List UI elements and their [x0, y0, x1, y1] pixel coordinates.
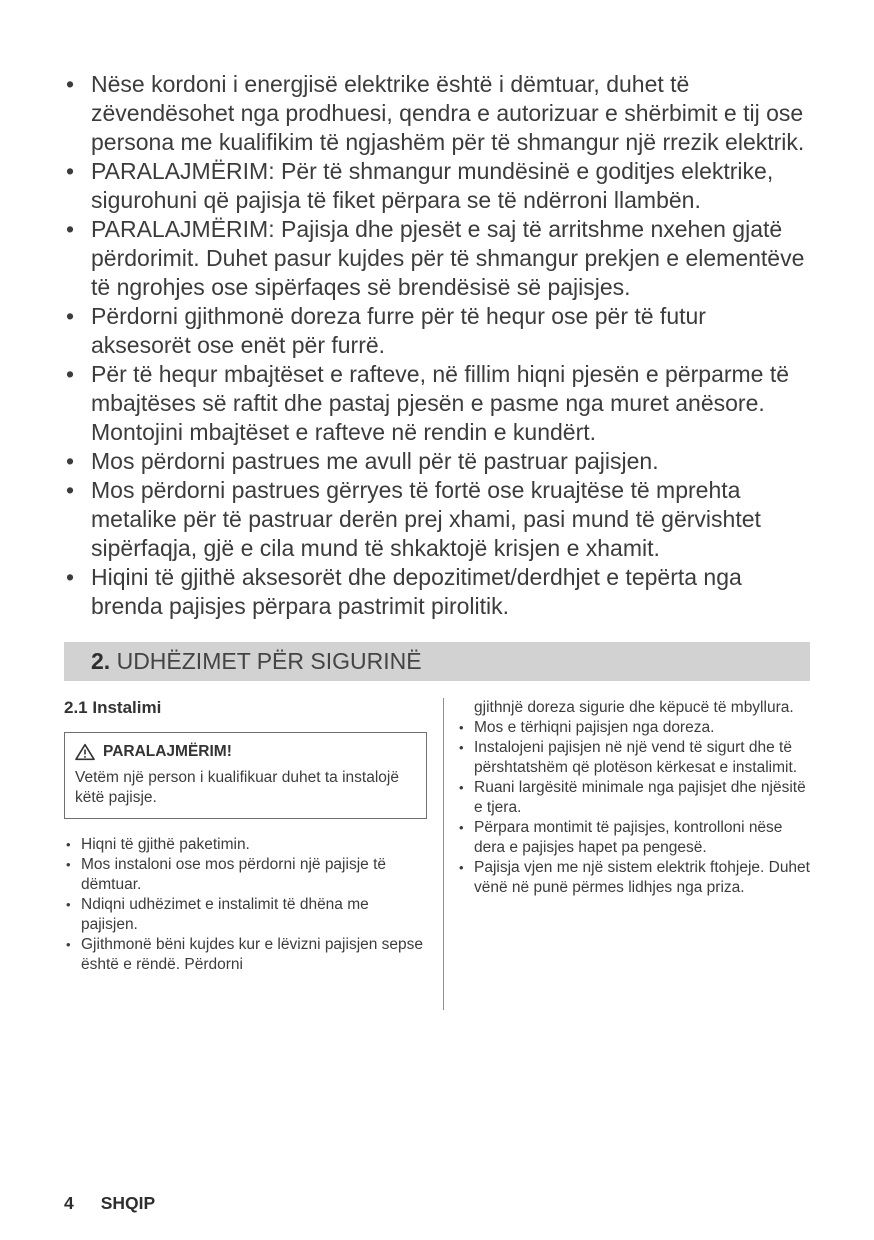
continuation-text: gjithnjë doreza sigurie dhe këpucë të mbyllura.	[474, 699, 794, 716]
two-column-area	[64, 698, 810, 1010]
list-item: • Nëse kordoni i energjisë elektrike është i dëmtuar, duhet të zëvendësohet nga prodhuesi, qendra e autorizuar e shërbimit e tij ose persona me kualifikim të ngjashëm për të shmangur një rrezik elektrik.	[64, 70, 810, 157]
warning-triangle-icon	[75, 743, 95, 761]
warning-box	[64, 732, 427, 819]
list-item: • Përpara montimit të pajisjes, kontrolloni nëse dera e pajisjes hapet pa pengesë.	[457, 818, 810, 858]
installation-bullet-list	[64, 835, 429, 975]
right-column	[443, 698, 810, 1010]
left-column	[64, 698, 443, 1010]
list-item: • Mos instaloni ose mos përdorni një pajisje të dëmtuar.	[64, 855, 429, 895]
warning-body: Vetëm një person i kualifikuar duhet ta instalojë këtë pajisje.	[75, 769, 399, 806]
warning-title-row	[75, 742, 416, 762]
list-item: • Ruani largësitë minimale nga pajisjet dhe njësitë e tjera.	[457, 778, 810, 818]
section-header	[64, 642, 810, 681]
list-item: • Mos e tërhiqni pajisjen nga doreza.	[457, 718, 810, 738]
page-number: 4	[64, 1193, 74, 1213]
list-item: • Pajisja vjen me një sistem elektrik ftohjeje. Duhet vënë në punë përmes lidhjes nga priza.	[457, 858, 810, 898]
list-item: • Ndiqni udhëzimet e instalimit të dhëna me pajisjen.	[64, 895, 429, 935]
intro-bullet-list	[64, 70, 810, 621]
list-item: • Përdorni gjithmonë doreza furre për të hequr ose për të futur aksesorët ose enët për furrë.	[64, 302, 810, 360]
list-item: • PARALAJMËRIM: Për të shmangur mundësinë e goditjes elektrike, sigurohuni që pajisja të fiket përpara se të ndërroni llambën.	[64, 157, 810, 215]
list-item: • Hiqini të gjithë aksesorët dhe depozitimet/derdhjet e tepërta nga brenda pajisjes përpara pastrimit pirolitik.	[64, 563, 810, 621]
list-item: • Instalojeni pajisjen në një vend të sigurt dhe të përshtatshëm që plotëson kërkesat e instalimit.	[457, 738, 810, 778]
installation-bullet-list-continued	[457, 718, 810, 898]
section-title: UDHËZIMET PËR SIGURINË	[116, 648, 422, 674]
language-label: SHQIP	[100, 1193, 156, 1213]
list-item: • Mos përdorni pastrues me avull për të pastruar pajisjen.	[64, 447, 810, 476]
list-item: • Gjithmonë bëni kujdes kur e lëvizni pajisjen sepse është e rëndë. Përdorni	[64, 935, 429, 975]
list-item: • Për të hequr mbajtëset e rafteve, në fillim hiqni pjesën e përparme të mbajtëses së raftit dhe pastaj pjesën e pasme nga muret anësore. Montojini mbajtëset e rafteve në rendin e kundërt.	[64, 360, 810, 447]
page-footer	[64, 1193, 155, 1214]
list-item: • PARALAJMËRIM: Pajisja dhe pjesët e saj të arritshme nxehen gjatë përdorimit. Duhet pasur kujdes për të shmangur prekjen e elementëve të ngrohjes ose sipërfaqes së brendësisë së pajisjes.	[64, 215, 810, 302]
list-item: • Hiqni të gjithë paketimin.	[64, 835, 429, 855]
warning-title: PARALAJMËRIM!	[103, 743, 232, 760]
subsection-title: 2.1 Instalimi	[64, 698, 162, 717]
section-number: 2.	[91, 648, 111, 674]
list-item: • Mos përdorni pastrues gërryes të fortë ose kruajtëse të mprehta metalike për të pastruar derën prej xhami, pasi mund të gërvishtet sipërfaqja, gjë e cila mund të shkaktojë krisjen e xhamit.	[64, 476, 810, 563]
